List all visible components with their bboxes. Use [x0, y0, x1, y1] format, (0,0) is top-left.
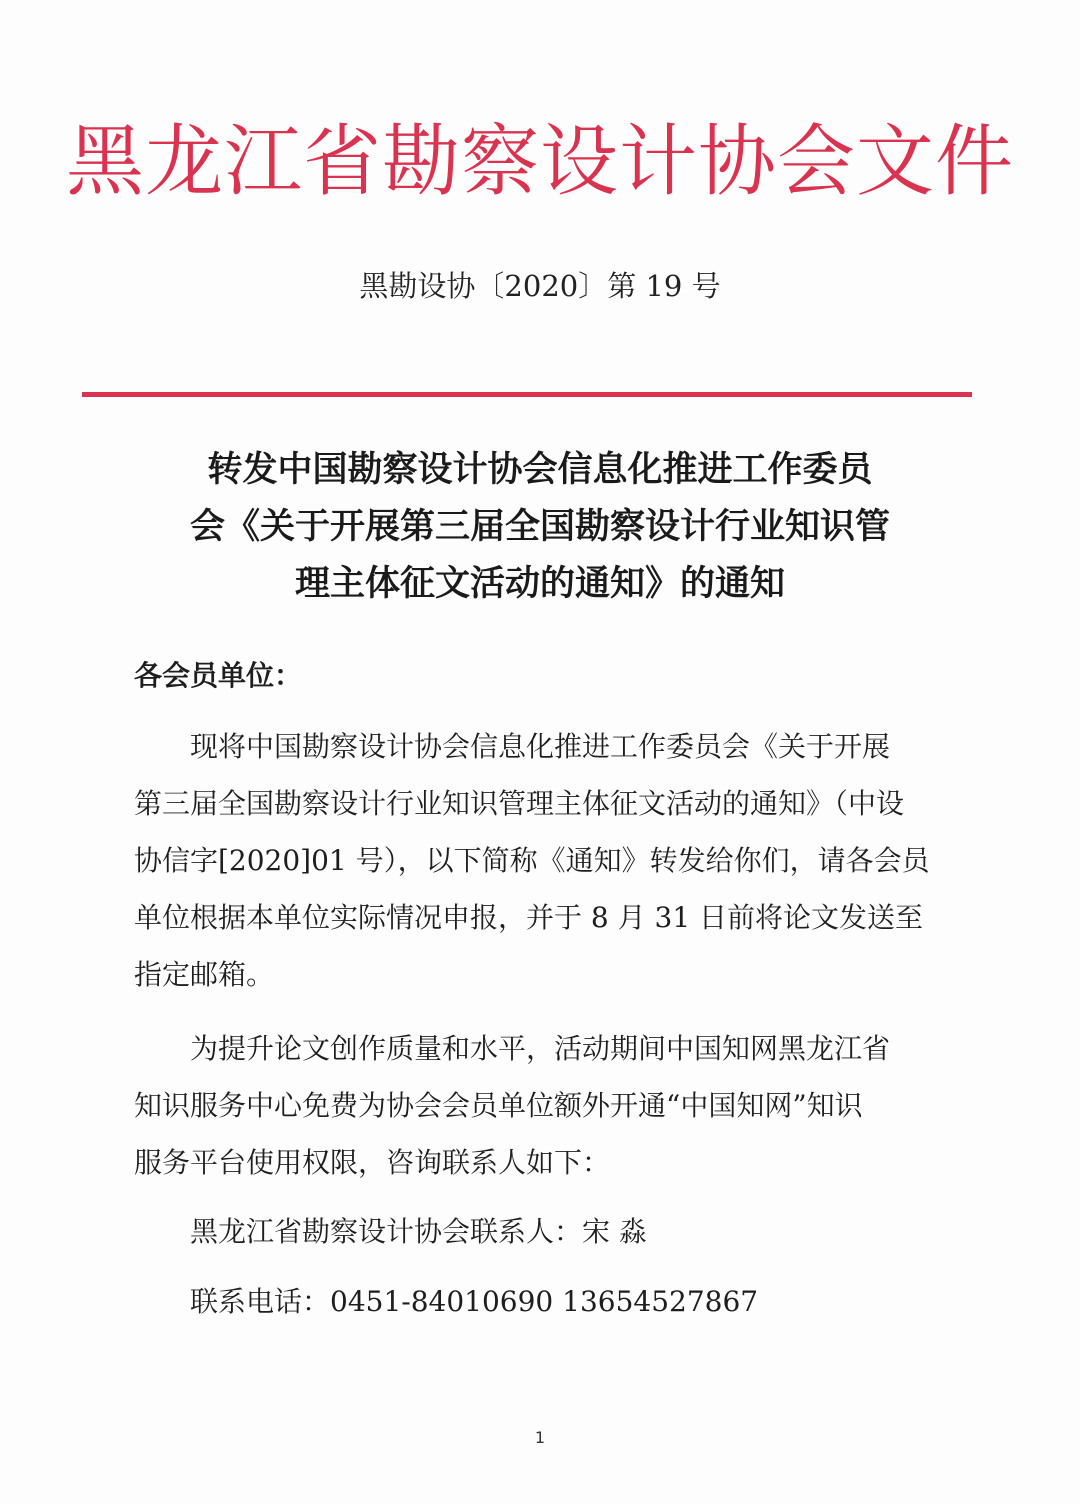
page-number: 1	[534, 1428, 546, 1447]
contact-phone: 联系电话：0451-84010690 13654527867	[190, 1285, 759, 1318]
paragraph-line: 指定邮箱。	[134, 958, 275, 991]
notice-title-line: 转发中国勘察设计协会信息化推进工作委员	[207, 450, 873, 490]
notice-title-line: 理主体征文活动的通知》的通知	[294, 564, 785, 604]
paragraph-line: 服务平台使用权限，咨询联系人如下：	[134, 1146, 611, 1179]
paragraph-line: 知识服务中心免费为协会会员单位额外开通“中国知网”知识	[134, 1089, 863, 1122]
notice-title-line: 会《关于开展第三届全国勘察设计行业知识管	[189, 507, 890, 547]
paragraph-line: 单位根据本单位实际情况申报，并于 8 月 31 日前将论文发送至	[134, 901, 924, 934]
notice-title	[110, 442, 970, 613]
paragraph-line: 现将中国勘察设计协会信息化推进工作委员会《关于开展	[190, 730, 891, 763]
document-number: 黑勘设协〔2020〕第 19 号	[359, 269, 721, 303]
paragraph-line: 第三届全国勘察设计行业知识管理主体征文活动的通知》（中设	[134, 787, 905, 820]
paragraph-line: 为提升论文创作质量和水平，活动期间中国知网黑龙江省	[190, 1032, 891, 1065]
body-paragraph-1	[134, 718, 946, 1003]
masthead-title: 黑龙江省勘察设计协会文件	[65, 117, 1014, 207]
red-divider-rule	[82, 392, 972, 397]
contact-person: 黑龙江省勘察设计协会联系人：宋 淼	[190, 1215, 647, 1248]
paragraph-line: 协信字[2020]01 号），以下简称《通知》转发给你们，请各会员	[134, 844, 930, 877]
salutation: 各会员单位：	[134, 659, 303, 692]
body-paragraph-2	[134, 1020, 946, 1191]
